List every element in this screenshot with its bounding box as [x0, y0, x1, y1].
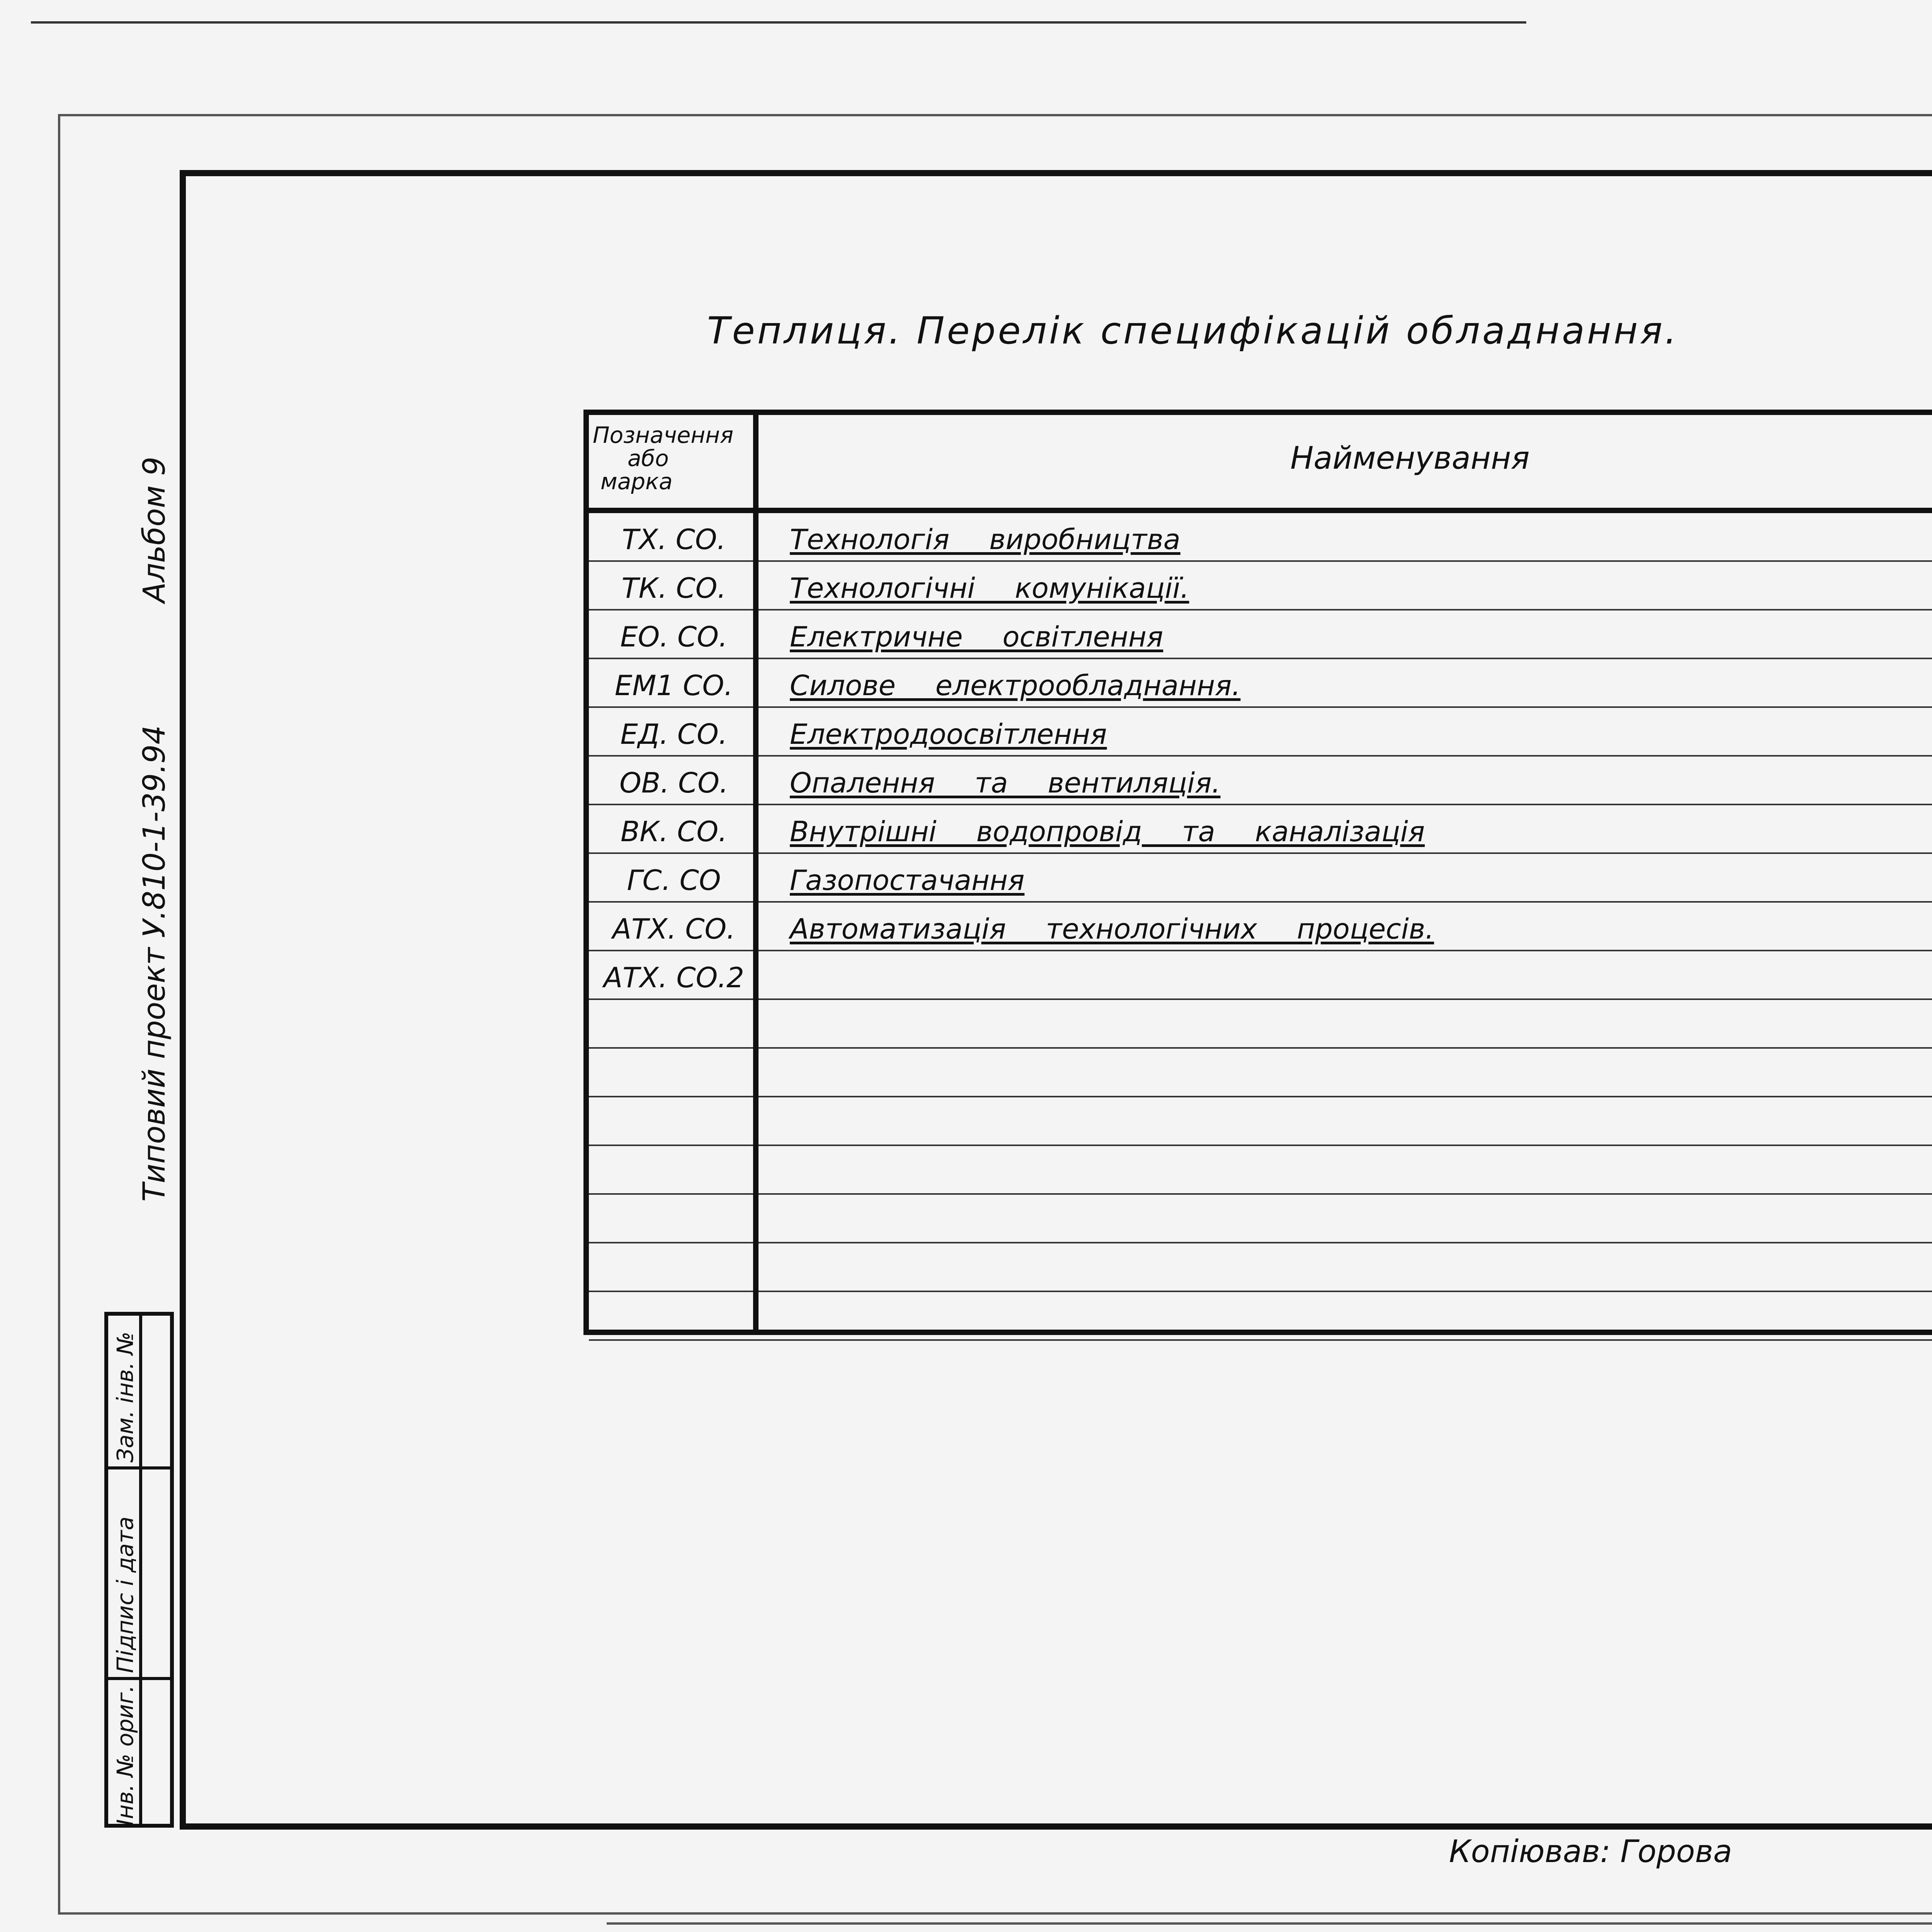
- table-row: [589, 659, 1932, 708]
- project-label: Типовий проект У.810-1-39.94: [137, 725, 172, 1202]
- header-mark-line3: марка: [600, 468, 673, 495]
- stamp-divider-2: [108, 1677, 170, 1680]
- header-mark-line2: або: [628, 445, 669, 471]
- table-row: [589, 805, 1932, 854]
- table-row: [589, 1146, 1932, 1195]
- stamp-vertical-divider: [139, 1316, 142, 1824]
- row-name: Технологічні комунікації.: [790, 572, 1189, 604]
- row-mark: ОВ. СО.: [619, 767, 728, 799]
- sheet-top-line: [31, 21, 1526, 24]
- header-mark: [593, 423, 751, 493]
- table-row: [589, 1097, 1932, 1146]
- row-name: Газопостачання: [790, 864, 1025, 896]
- table-row: [589, 562, 1932, 611]
- table-row: [589, 854, 1932, 903]
- header-separator: [589, 508, 1932, 513]
- row-mark: ЕД. СО.: [620, 718, 728, 750]
- row-name: Електродоосвітлення: [790, 718, 1107, 750]
- table-row: [589, 1000, 1932, 1049]
- table-row: [589, 1292, 1932, 1341]
- row-name: Автоматизація технологічних процесів.: [790, 913, 1434, 945]
- stamp-replacement-inv: Зам. інв. №: [112, 1332, 138, 1463]
- table-row: [589, 903, 1932, 951]
- row-mark: ТК. СО.: [621, 572, 726, 604]
- row-mark: ЕМ1 СО.: [614, 669, 733, 702]
- header-mark-line1: Позначення: [593, 422, 734, 448]
- row-name: Електричне освітлення: [790, 621, 1163, 653]
- row-name: Силове електрообладнання.: [790, 669, 1241, 702]
- stamp-signature-date: Підпис і дата: [112, 1516, 138, 1673]
- table-row: [589, 611, 1932, 659]
- row-mark: ГС. СО: [627, 864, 721, 896]
- table-row: [589, 708, 1932, 757]
- table-row: [589, 951, 1932, 1000]
- row-mark: ТХ. СО.: [622, 523, 726, 556]
- table-row: [589, 1195, 1932, 1243]
- header-name: Найменування: [1290, 440, 1530, 476]
- row-mark: ЕО. СО.: [620, 621, 728, 653]
- row-mark: АТХ. СО.2: [604, 961, 744, 994]
- approval-stamp: [104, 1312, 174, 1828]
- table-row: [589, 1049, 1932, 1097]
- row-name: Внутрішні водопровід та каналізація: [790, 815, 1425, 848]
- row-name: Опалення та вентиляція.: [790, 767, 1221, 799]
- table-row: [589, 513, 1932, 562]
- stamp-inv-orig: Інв. № ориг.: [112, 1685, 138, 1826]
- table-row: [589, 757, 1932, 805]
- sheet-bottom-line: [607, 1922, 1932, 1925]
- row-mark: ВК. СО.: [620, 815, 728, 848]
- copied-by: Копіював: Горова: [1449, 1833, 1732, 1869]
- specification-table: [583, 410, 1932, 1335]
- stamp-divider-1: [108, 1466, 170, 1469]
- page-title: Теплиця. Перелік специфікацій обладнання.: [707, 309, 1679, 352]
- row-mark: АТХ. СО.: [612, 913, 736, 945]
- table-row: [589, 1243, 1932, 1292]
- album-label: Альбом 9: [137, 456, 172, 603]
- column-separator-1: [753, 415, 759, 1330]
- row-name: Технологія виробництва: [790, 523, 1180, 556]
